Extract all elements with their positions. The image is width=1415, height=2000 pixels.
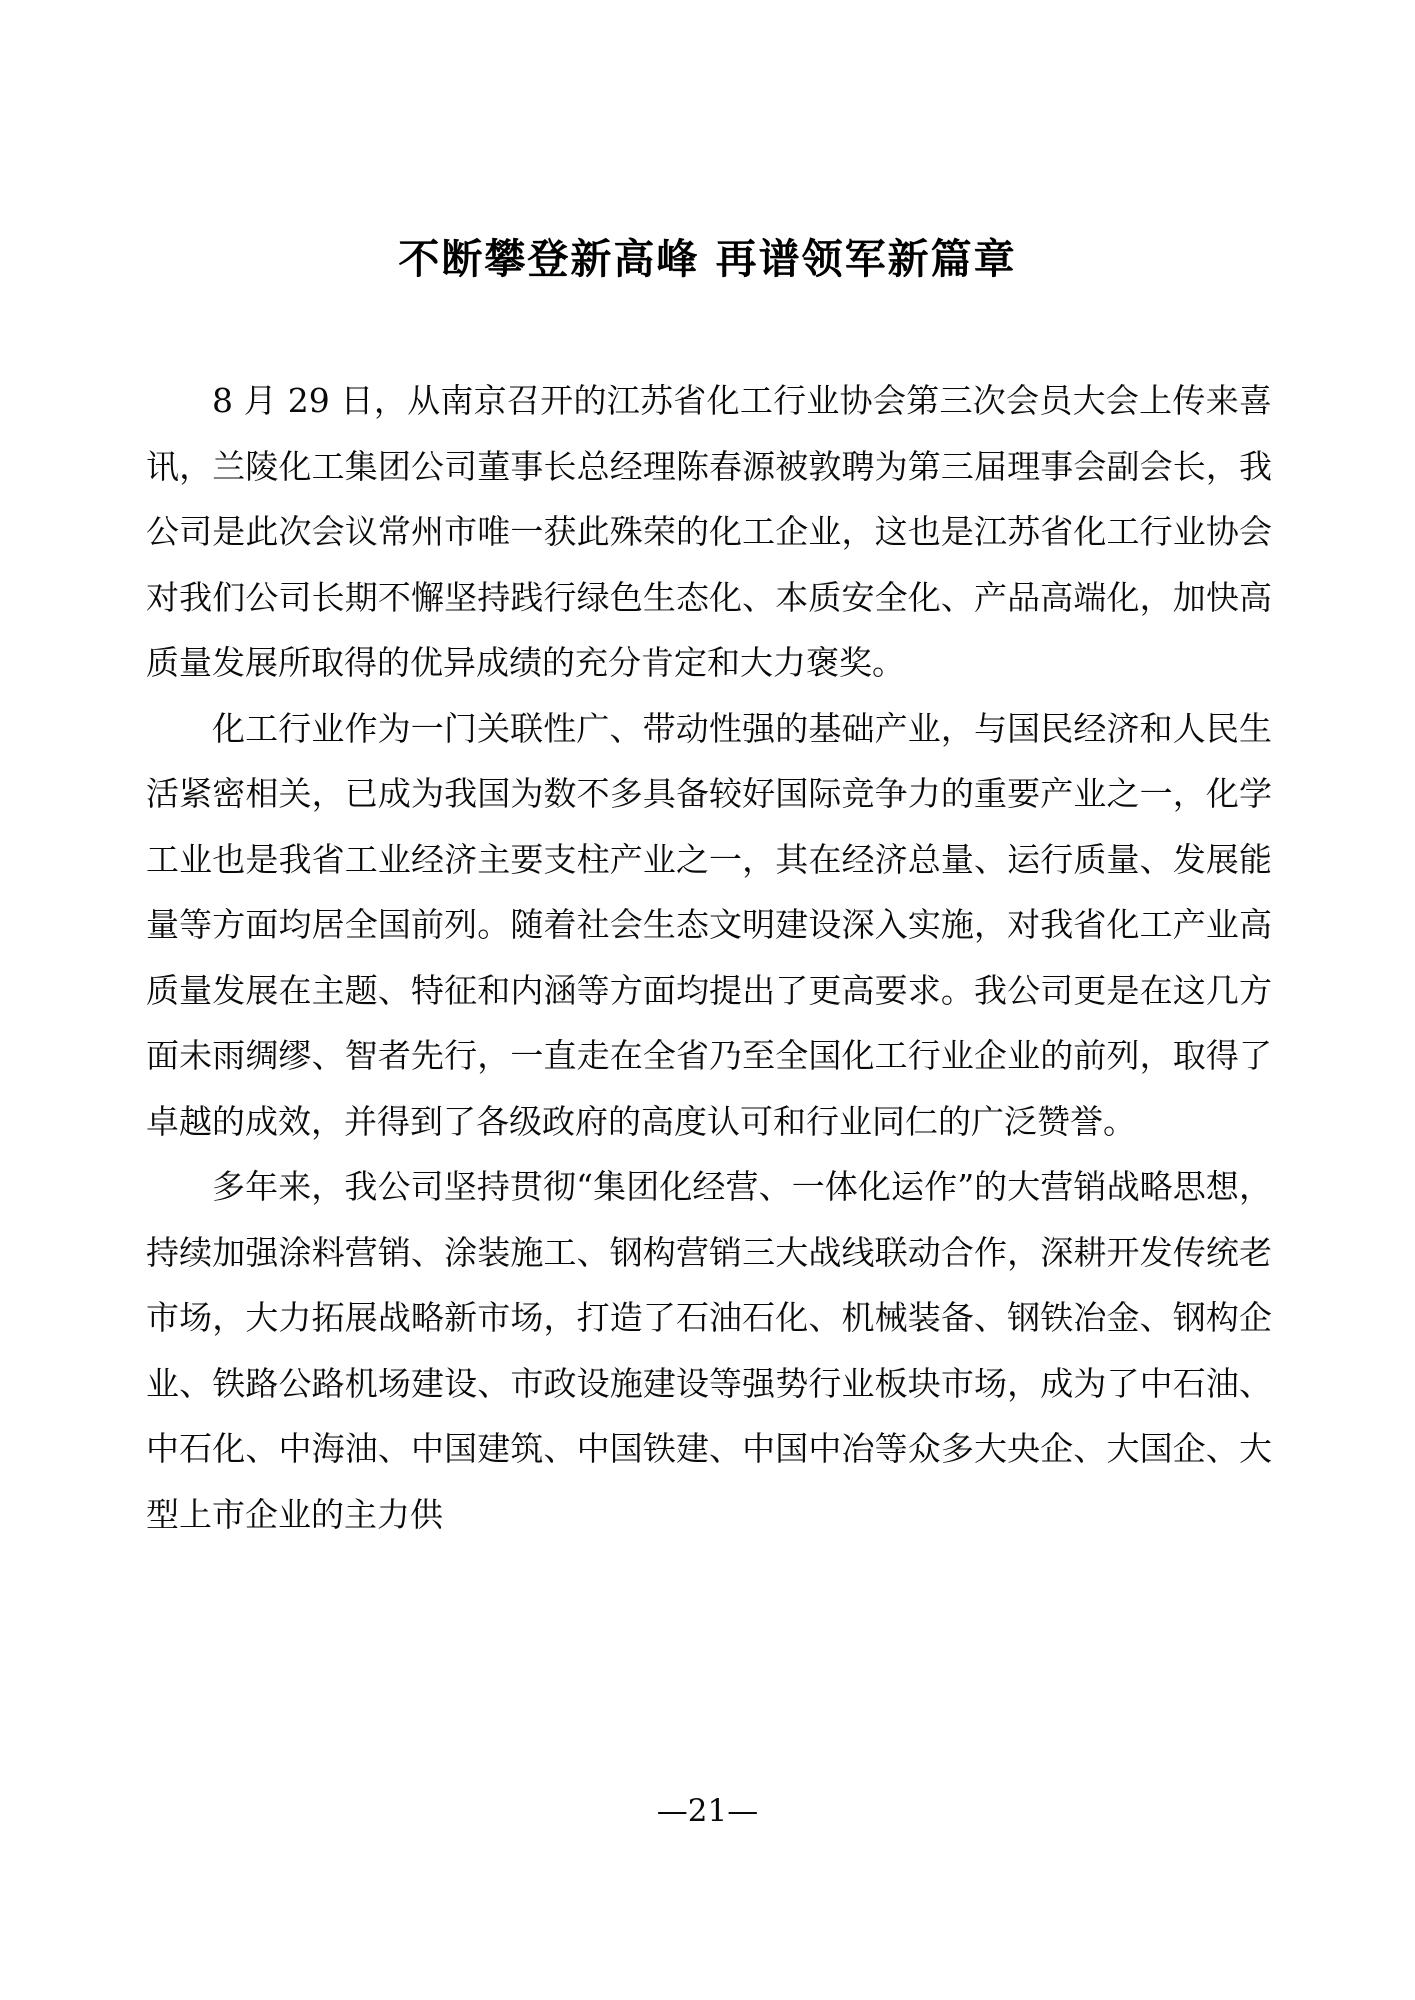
paragraph-1: 8 月 29 日，从南京召开的江苏省化工行业协会第三次会员大会上传来喜讯，兰陵化工集团公司董事长总经理陈春源被敦聘为第三届理事会副会长，我公司是此次会议常州市唯一获此殊荣的化工企业，这也是江苏省化工行业协会对我们公司长期不懈坚持践行绿色生态化、本质安全化、产品高端化，加快高质量发展所取得的优异成绩的充分肯定和大力褒奖。 xyxy=(146,381,1272,682)
page-number: —21— xyxy=(656,1793,759,1829)
page-title: 不断攀登新高峰 再谱领军新篇章 xyxy=(398,235,1017,283)
paragraph-3: 多年来，我公司坚持贯彻“集团化经营、一体化运作”的大营销战略思想，持续加强涂料营销、涂装施工、钢构营销三大战线联动合作，深耕开发传统老市场，大力拓展战略新市场，打造了石油石化、机械装备、钢铁冶金、钢构企业、铁路公路机场建设、市政设施建设等强势行业板块市场，成为了中石油、中石化、中海油、中国建筑、中国铁建、中国中冶等众多大央企、大国企、大型上市企业的主力供 xyxy=(146,1167,1272,1534)
paragraph-2: 化工行业作为一门关联性广、带动性强的基础产业，与国民经济和人民生活紧密相关，已成为我国为数不多具备较好国际竞争力的重要产业之一，化学工业也是我省工业经济主要支柱产业之一，其在经济总量、运行质量、发展能量等方面均居全国前列。随着社会生态文明建设深入实施，对我省化工产业高质量发展在主题、特征和内涵等方面均提出了更高要求。我公司更是在这几方面未雨绸缪、智者先行，一直走在全省乃至全国化工行业企业的前列，取得了卓越的成效，并得到了各级政府的高度认可和行业同仁的广泛赞誉。 xyxy=(146,708,1272,1141)
document-body xyxy=(146,368,1272,1547)
